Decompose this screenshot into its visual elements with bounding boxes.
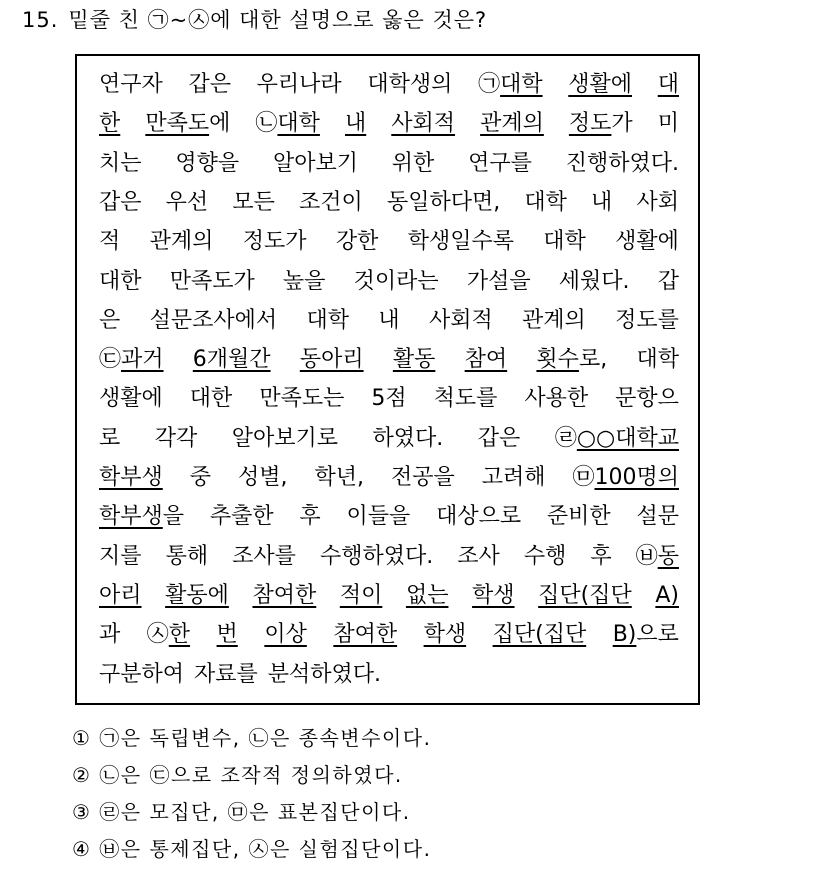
passage-word: [175, 145, 239, 183]
choice-text: ㉥은 통제집단, ㉦은 실험집단이다.: [99, 837, 432, 861]
passage-word: [273, 145, 358, 183]
passage-word: [243, 223, 307, 261]
underlined-text: 사회적: [391, 111, 456, 137]
passage-word: [371, 380, 406, 418]
passage-line: [99, 459, 679, 497]
text: 대학: [524, 189, 567, 215]
passage-word: [408, 223, 514, 261]
text: 갑: [657, 268, 679, 294]
passage-word: [99, 302, 120, 340]
passage-word: [658, 263, 679, 301]
text: 5점: [371, 386, 407, 412]
question-text: 밑줄 친 ㉠~㉦에 대한 설명으로 옳은 것은?: [68, 8, 488, 32]
passage-line: [99, 263, 679, 301]
underlined-text: 100명의: [594, 465, 679, 490]
passage-word: [559, 263, 630, 301]
text: 각각: [154, 425, 198, 451]
choice-number: ③: [72, 800, 92, 824]
underlined-text: 대학: [277, 111, 320, 137]
passage-word: [210, 498, 274, 536]
passage-word: [615, 223, 679, 261]
passage-word: [99, 459, 163, 497]
text: 연구를: [468, 150, 532, 176]
text: 가설을: [466, 268, 531, 294]
text: 알아보기: [272, 150, 358, 176]
passage-word: [406, 577, 449, 615]
choice-1[interactable]: [72, 720, 672, 757]
underlined-text: 대: [657, 72, 679, 97]
underlined-text: 동아리: [299, 347, 364, 373]
text: ㉡: [255, 111, 278, 137]
text: 알아보기로: [231, 425, 339, 451]
text: 치는: [99, 150, 142, 176]
passage-line: [99, 538, 679, 576]
text: 과: [99, 622, 121, 648]
passage-word: [190, 380, 233, 418]
choice-2[interactable]: [72, 757, 672, 794]
passage-word: [99, 145, 142, 183]
text: 수행하였다.: [319, 543, 434, 569]
passage-word: [524, 380, 588, 418]
passage-word: [391, 459, 455, 497]
passage-word: [393, 341, 436, 379]
underlined-text: 이상: [264, 622, 307, 648]
answer-choices: [72, 720, 672, 868]
text: 갑은: [477, 425, 521, 451]
passage-box: [75, 54, 700, 705]
underlined-text: 번: [216, 622, 238, 648]
text: 정도가: [242, 229, 307, 255]
passage-word: [482, 459, 546, 497]
passage-word: [165, 577, 229, 615]
underlined-text: 활동: [392, 347, 436, 373]
passage-line: [99, 105, 679, 143]
underlined-text: 참여한: [333, 622, 398, 648]
passage-word: [306, 302, 349, 340]
passage-line: [99, 145, 679, 183]
passage-word: [378, 302, 399, 340]
choice-text: ㉣은 모집단, ㉤은 표본집단이다.: [99, 800, 411, 824]
passage-word: [283, 263, 326, 301]
passage-line: [99, 184, 679, 222]
passage-word: [392, 145, 435, 183]
passage-word: [147, 616, 190, 654]
passage-word: [232, 420, 338, 458]
passage-word: [543, 223, 586, 261]
choice-number: ①: [72, 726, 92, 750]
passage-word: [333, 616, 397, 654]
text: 높을: [282, 268, 326, 294]
text: 대한: [99, 268, 142, 294]
passage-word: [299, 498, 320, 536]
passage-word: [99, 341, 164, 379]
passage-word: [145, 105, 230, 143]
text: 성별,: [238, 465, 288, 490]
passage-word: [434, 380, 498, 418]
choice-4[interactable]: [72, 831, 672, 868]
underlined-text: 생활에: [568, 72, 633, 97]
underlined-text: 만족도: [145, 111, 210, 137]
passage-word: [155, 420, 198, 458]
passage-word: [658, 105, 679, 143]
underlined-text: ○○대학교: [576, 425, 679, 451]
text: 후: [299, 504, 321, 530]
text: 척도를: [433, 386, 498, 412]
underlined-text: 학부생: [99, 465, 163, 490]
text: 조건이: [299, 189, 363, 215]
text: 자료를: [194, 661, 258, 687]
passage-word: [166, 184, 209, 222]
passage-word: [99, 538, 142, 576]
passage-word: [572, 459, 679, 497]
passage-word: [354, 263, 439, 301]
passage-word: [480, 105, 544, 143]
underlined-text: 횟수: [536, 347, 579, 373]
passage-word: [468, 145, 532, 183]
underlined-text: A): [655, 582, 679, 608]
passage-word: [99, 577, 142, 615]
text: 대상으로: [436, 504, 522, 530]
passage-word: [170, 263, 255, 301]
passage-line: [99, 577, 679, 615]
text: 이들을: [346, 504, 411, 530]
text: 가: [611, 111, 633, 137]
text: 만족도는: [259, 386, 345, 412]
passage-word: [99, 616, 120, 654]
passage-word: [252, 577, 316, 615]
passage-word: [613, 616, 679, 654]
passage-word: [299, 184, 363, 222]
passage-word: [99, 66, 163, 104]
passage-word: [555, 420, 679, 458]
text: 것이라는: [353, 268, 439, 294]
passage-word: [522, 302, 586, 340]
passage-line: [99, 66, 679, 104]
passage-word: [524, 184, 567, 222]
passage-word: [636, 538, 679, 576]
passage-word: [467, 263, 531, 301]
underlined-text: 대학: [500, 72, 543, 97]
text: 미: [657, 111, 679, 137]
text: 을: [162, 504, 185, 530]
text: 에: [209, 111, 231, 137]
text: 추출한: [209, 504, 274, 530]
underlined-text: 관계의: [480, 111, 544, 137]
text: ㉢: [99, 347, 122, 373]
text: 로,: [578, 347, 608, 373]
passage-word: [429, 302, 493, 340]
passage-line: [99, 498, 679, 536]
text: 설문: [636, 504, 679, 530]
text: ㉥: [635, 543, 658, 569]
text: 대학생의: [367, 72, 453, 97]
passage-word: [615, 380, 679, 418]
passage-word: [538, 577, 632, 615]
underlined-text: 6개월간: [192, 347, 271, 373]
choice-text: ㉠은 독립변수, ㉡은 종속변수이다.: [99, 726, 432, 750]
underlined-text: 학생: [423, 622, 467, 648]
passage-word: [524, 538, 567, 576]
question-number: 15.: [22, 8, 59, 32]
passage-line: [99, 341, 679, 379]
passage-word: [232, 184, 275, 222]
passage-word: [314, 459, 364, 497]
text: ㉤: [572, 465, 595, 490]
passage-word: [264, 616, 307, 654]
passage-word: [569, 105, 633, 143]
text: 조사: [457, 543, 500, 569]
passage-word: [150, 223, 214, 261]
text: 으로: [636, 622, 679, 648]
underlined-text: 집단(집단: [538, 582, 632, 608]
passage-word: [217, 616, 238, 654]
text: 조사를: [232, 543, 296, 569]
text: 대학: [306, 307, 349, 333]
passage-word: [547, 498, 611, 536]
text: 은: [99, 307, 121, 333]
underlined-text: 내: [344, 111, 367, 137]
passage-word: [436, 498, 521, 536]
passage-word: [367, 66, 452, 104]
question-stem: [22, 4, 802, 36]
passage-word: [336, 223, 379, 261]
passage-word: [99, 223, 120, 261]
passage-word: [238, 459, 288, 497]
passage-word: [387, 184, 500, 222]
text: 갑은: [99, 189, 142, 215]
choice-number: ④: [72, 837, 92, 861]
passage-word: [166, 538, 209, 576]
passage-word: [99, 380, 163, 418]
passage-line: [99, 380, 679, 418]
passage-word: [478, 420, 521, 458]
passage-word: [150, 302, 278, 340]
passage-word: [636, 498, 679, 536]
text: 로: [99, 425, 121, 451]
text: 대학: [543, 229, 586, 255]
passage-word: [566, 145, 679, 183]
underlined-text: 한: [168, 622, 191, 648]
passage-word: [347, 498, 411, 536]
passage-word: [391, 105, 455, 143]
passage-word: [99, 420, 120, 458]
text: 대학: [636, 347, 679, 373]
underlined-text: 과거: [121, 347, 164, 373]
text: 내: [378, 307, 400, 333]
passage-word: [99, 263, 142, 301]
underlined-text: 학부생: [99, 504, 163, 530]
text: 사회: [636, 189, 679, 215]
underlined-text: 정도: [568, 111, 612, 137]
passage-word: [99, 184, 142, 222]
passage-line: [99, 223, 679, 261]
passage-word: [345, 105, 366, 143]
choice-number: ②: [72, 763, 92, 787]
passage-word: [424, 616, 467, 654]
text: 통해: [165, 543, 209, 569]
text: 고려해: [481, 465, 546, 490]
text: ㉦: [146, 622, 169, 648]
passage-word: [257, 66, 342, 104]
underlined-text: B): [612, 622, 637, 648]
underlined-text: 아리: [99, 582, 142, 608]
text: 강한: [335, 229, 379, 255]
passage-word: [255, 105, 320, 143]
text: 중: [189, 465, 212, 490]
passage-word: [340, 577, 383, 615]
text: 전공을: [390, 465, 455, 490]
passage-word: [190, 459, 211, 497]
passage-word: [194, 656, 258, 694]
text: 연구자: [99, 72, 163, 97]
text: 후: [590, 543, 612, 569]
underlined-text: 동: [657, 543, 679, 569]
passage-word: [493, 616, 587, 654]
passage-word: [99, 656, 184, 694]
text: 학생일수록: [407, 229, 514, 255]
text: 생활에: [99, 386, 163, 412]
text: 학년,: [314, 465, 364, 490]
text: 내: [591, 189, 613, 215]
text: 사용한: [524, 386, 589, 412]
passage-word: [300, 341, 364, 379]
text: 문항으: [615, 386, 679, 412]
text: 동일하다면,: [386, 189, 501, 215]
passage-word: [591, 184, 612, 222]
text: 수행: [523, 543, 567, 569]
passage-word: [188, 66, 231, 104]
passage-word: [636, 341, 679, 379]
text: 우선: [165, 189, 209, 215]
passage-word: [658, 66, 679, 104]
text: 우리나라: [256, 72, 342, 97]
underlined-text: 없는: [405, 582, 449, 608]
passage-line: [99, 656, 679, 694]
text: 지를: [99, 543, 142, 569]
passage-word: [568, 66, 632, 104]
underlined-text: 참여: [464, 347, 508, 373]
underlined-text: 한: [99, 111, 121, 137]
underlined-text: 활동에: [165, 582, 229, 608]
underlined-text: 참여한: [252, 582, 317, 608]
text: 분석하였다.: [267, 661, 382, 687]
passage-word: [373, 420, 444, 458]
text: 갑은: [188, 72, 231, 97]
passage-word: [320, 538, 433, 576]
text: 정도를: [615, 307, 679, 333]
text: 관계의: [522, 307, 586, 333]
text: 사회적: [428, 307, 493, 333]
text: 관계의: [149, 229, 214, 255]
text: 위한: [391, 150, 435, 176]
passage-word: [655, 577, 679, 615]
passage-word: [193, 341, 271, 379]
underlined-text: 학생: [472, 582, 515, 608]
underlined-text: 집단(집단: [492, 622, 587, 648]
passage-word: [478, 66, 543, 104]
text: 적: [99, 229, 121, 255]
text: 생활에: [615, 229, 679, 255]
text: 준비한: [546, 504, 611, 530]
passage-word: [259, 380, 344, 418]
passage-word: [465, 341, 508, 379]
passage-word: [590, 538, 611, 576]
choice-3[interactable]: [72, 794, 672, 831]
text: 모든: [232, 189, 275, 215]
choice-text: ㉡은 ㉢으로 조작적 정의하였다.: [99, 763, 403, 787]
text: 설문조사에서: [149, 307, 278, 333]
passage-line: [99, 616, 679, 654]
text: 세웠다.: [558, 268, 630, 294]
passage-word: [472, 577, 515, 615]
passage-word: [99, 498, 184, 536]
passage-line: [99, 302, 679, 340]
text: 구분하여: [99, 661, 185, 687]
passage-word: [268, 656, 381, 694]
text: ㉣: [554, 425, 577, 451]
underlined-text: 적이: [339, 582, 383, 608]
text: 하였다.: [372, 425, 444, 451]
passage-word: [99, 105, 120, 143]
passage-word: [536, 341, 607, 379]
text: 만족도가: [169, 268, 255, 294]
passage-word: [232, 538, 296, 576]
text: 영향을: [175, 150, 240, 176]
text: 진행하였다.: [565, 150, 679, 176]
passage-word: [615, 302, 679, 340]
text: ㉠: [478, 72, 501, 97]
text: 대한: [189, 386, 233, 412]
passage-word: [457, 538, 500, 576]
passage-word: [636, 184, 679, 222]
passage-line: [99, 420, 679, 458]
